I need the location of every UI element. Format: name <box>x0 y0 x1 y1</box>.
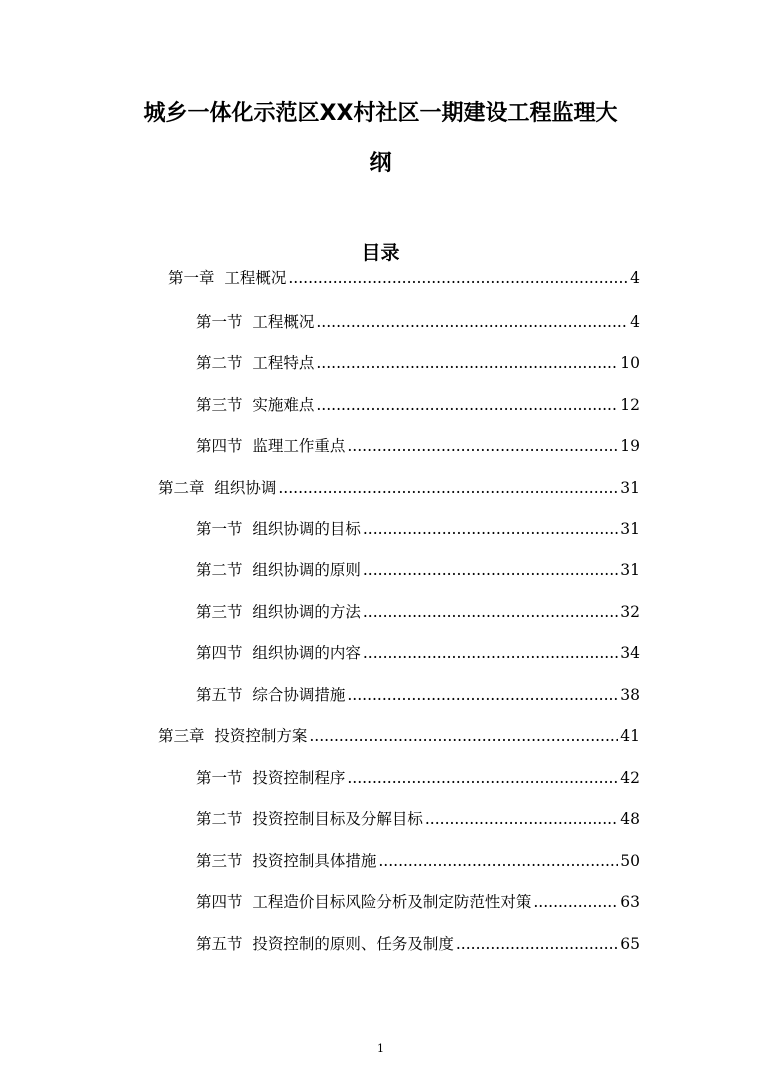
toc-chapter-1[interactable] <box>168 266 640 288</box>
toc-label: 第三节 实施难点 <box>196 396 315 414</box>
toc-page: 19 <box>620 437 640 455</box>
toc-page: 31 <box>620 561 640 579</box>
toc-label: 第二章 组织协调 <box>158 479 277 497</box>
toc-leader <box>316 354 618 372</box>
toc-label: 第三章 投资控制方案 <box>158 727 308 745</box>
toc-section[interactable] <box>196 434 640 456</box>
toc-leader <box>363 603 618 621</box>
toc-label: 第一节 投资控制程序 <box>196 769 346 787</box>
toc-page: 48 <box>620 810 640 828</box>
toc-heading: 目录 <box>361 242 400 264</box>
toc-leader <box>363 520 618 538</box>
toc-section[interactable] <box>196 683 640 705</box>
toc-page: 32 <box>620 603 640 621</box>
toc-leader <box>425 810 618 828</box>
toc-label: 第四节 工程造价目标风险分析及制定防范性对策 <box>196 893 532 911</box>
toc-chapter-3[interactable] <box>158 724 640 746</box>
toc-page: 41 <box>620 727 640 745</box>
toc-label: 第一章 工程概况 <box>168 269 287 287</box>
toc-section[interactable] <box>196 351 640 373</box>
toc-leader <box>316 396 618 414</box>
toc-section[interactable] <box>196 558 640 580</box>
toc-page: 12 <box>620 396 640 414</box>
toc-page: 65 <box>620 935 640 953</box>
toc-page: 42 <box>620 769 640 787</box>
toc-leader <box>347 686 618 704</box>
toc-label: 第二节 工程特点 <box>196 354 315 372</box>
toc-label: 第一节 组织协调的目标 <box>196 520 361 538</box>
toc-label: 第五节 综合协调措施 <box>196 686 346 704</box>
toc-label: 第二节 投资控制目标及分解目标 <box>196 810 423 828</box>
toc-page: 50 <box>620 852 640 870</box>
toc-page: 31 <box>620 479 640 497</box>
toc-leader <box>316 313 628 331</box>
toc-leader <box>347 437 618 455</box>
toc-section[interactable] <box>196 600 640 622</box>
toc-page: 31 <box>620 520 640 538</box>
document-title-continued: 纲 <box>369 151 392 176</box>
toc-leader <box>456 935 618 953</box>
toc-label: 第一节 工程概况 <box>196 313 315 331</box>
toc-label: 第四节 监理工作重点 <box>196 437 346 455</box>
toc-section[interactable] <box>196 807 640 829</box>
toc-page: 10 <box>620 354 640 372</box>
toc-leader <box>309 727 618 745</box>
toc-section[interactable] <box>196 766 640 788</box>
toc-section[interactable] <box>196 310 640 332</box>
toc-page: 4 <box>630 313 640 331</box>
toc-label: 第三节 组织协调的方法 <box>196 603 361 621</box>
toc-leader <box>363 644 618 662</box>
toc-label: 第三节 投资控制具体措施 <box>196 852 377 870</box>
toc-section[interactable] <box>196 641 640 663</box>
toc-section[interactable] <box>196 517 640 539</box>
toc-leader <box>363 561 618 579</box>
toc-section[interactable] <box>196 932 640 954</box>
toc-leader <box>533 893 618 911</box>
toc-page: 63 <box>620 893 640 911</box>
toc-label: 第五节 投资控制的原则、任务及制度 <box>196 935 454 953</box>
toc-leader <box>347 769 618 787</box>
toc-leader <box>278 479 618 497</box>
page-number: 1 <box>377 1042 384 1055</box>
toc-leader <box>288 269 628 287</box>
toc-page: 34 <box>620 644 640 662</box>
toc-label: 第四节 组织协调的内容 <box>196 644 361 662</box>
toc-chapter-2[interactable] <box>158 476 640 498</box>
toc-section[interactable] <box>196 890 640 912</box>
toc-page: 4 <box>630 269 640 287</box>
toc-label: 第二节 组织协调的原则 <box>196 561 361 579</box>
toc-leader <box>378 852 618 870</box>
toc-section[interactable] <box>196 393 640 415</box>
document-title: 城乡一体化示范区XX村社区一期建设工程监理大 <box>143 101 618 126</box>
toc-page: 38 <box>620 686 640 704</box>
toc-section[interactable] <box>196 849 640 871</box>
